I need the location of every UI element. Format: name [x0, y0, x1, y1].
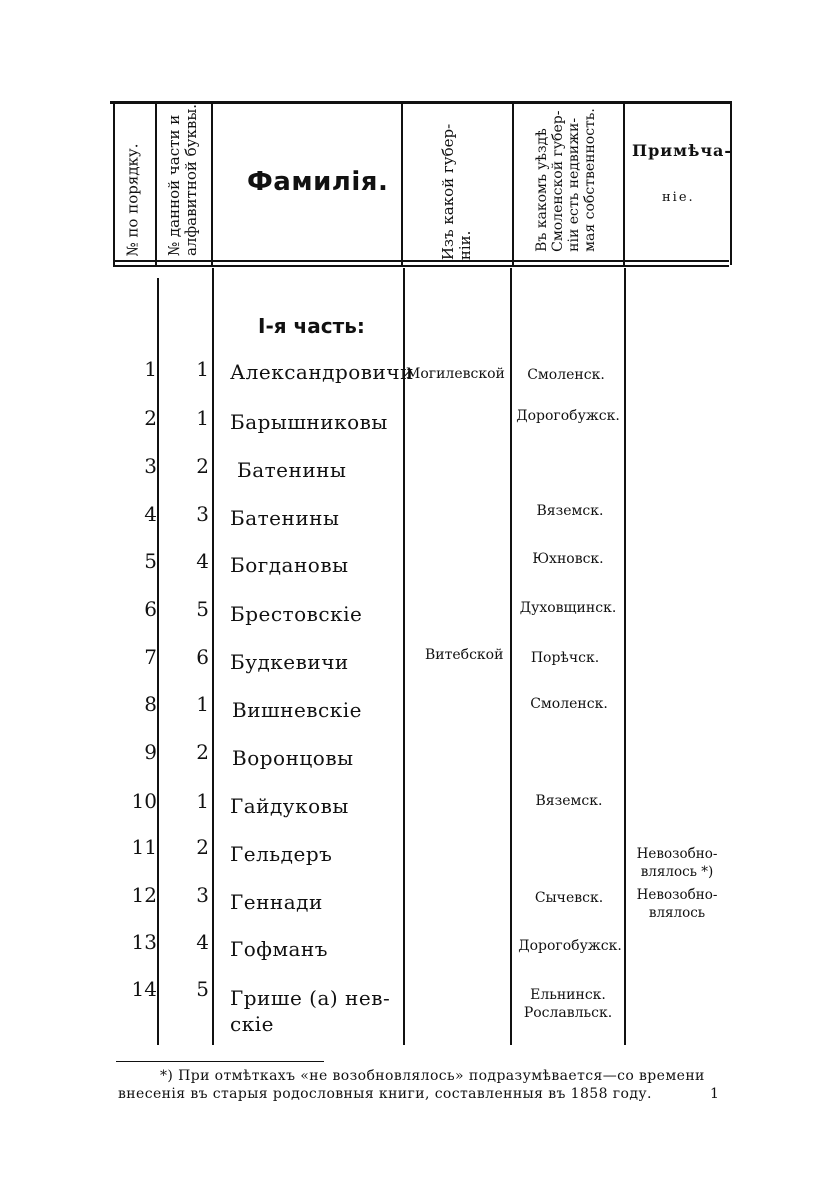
header-part-number: № данной части и алфавитной буквы. — [165, 103, 200, 257]
col-divider — [730, 103, 732, 265]
header-order-number: № по порядку. — [123, 143, 142, 257]
row-surname: Батенины — [230, 506, 340, 530]
row-surname: Батенины — [237, 458, 347, 482]
row-surname: Грише (а) нев- скіе — [230, 986, 391, 1036]
header-uezd: Въ какомъ уѣздѣ Смоленской губер- ніи есть недвижи- мая собственность. — [534, 108, 598, 252]
top-rule — [110, 101, 732, 104]
col-divider — [512, 103, 514, 265]
col-divider — [155, 103, 157, 265]
row-number: 14 — [131, 977, 157, 1001]
row-part-number: 2 — [196, 454, 209, 478]
row-part-number: 6 — [196, 645, 209, 669]
row-part-number: 2 — [196, 835, 209, 859]
row-uezd: Смоленск. — [530, 696, 608, 712]
row-part-number: 4 — [196, 930, 209, 954]
row-surname: Александровичи — [230, 360, 414, 384]
row-number: 12 — [131, 883, 157, 907]
page-number: 1 — [710, 1086, 720, 1102]
row-surname: Геннади — [230, 890, 323, 914]
row-part-number: 1 — [196, 357, 209, 381]
header-note-line2: ніе. — [662, 190, 695, 205]
footnote-line-2: внесенія въ старыя родословныя книги, составленныя въ 1858 году. — [118, 1086, 652, 1102]
row-uezd: Вяземск. — [536, 503, 604, 519]
row-part-number: 1 — [196, 692, 209, 716]
header-note-line1: Примѣча- — [632, 141, 733, 160]
row-surname: Брестовскіе — [230, 602, 363, 626]
row-part-number: 4 — [196, 549, 209, 573]
col-divider — [401, 103, 403, 265]
row-part-number: 5 — [196, 597, 209, 621]
row-number: 10 — [131, 789, 157, 813]
row-part-number: 1 — [196, 789, 209, 813]
row-uezd: Духовщинск. — [519, 600, 617, 616]
row-number: 7 — [144, 645, 157, 669]
row-uezd: Юхновск. — [532, 551, 604, 567]
row-uezd: Дорогобужск. — [516, 408, 620, 424]
footnote-line-1: *) При отмѣткахъ «не возобновлялось» подразумѣвается—со времени — [160, 1068, 705, 1084]
row-number: 1 — [144, 357, 157, 381]
row-number: 4 — [144, 502, 157, 526]
col-divider — [212, 268, 214, 1045]
col-divider — [113, 103, 115, 265]
row-number: 8 — [144, 692, 157, 716]
footnote-rule — [116, 1061, 324, 1062]
row-gubernia: Витебской — [425, 647, 504, 663]
row-number: 5 — [144, 549, 157, 573]
row-surname: Богдановы — [230, 553, 349, 577]
row-uezd: Дорогобужск. — [518, 938, 622, 954]
col-divider — [211, 103, 213, 265]
row-part-number: 1 — [196, 406, 209, 430]
row-number: 11 — [131, 835, 157, 859]
row-number: 13 — [131, 930, 157, 954]
header-gubernia: Изъ какой губер- ніи. — [439, 123, 474, 261]
part-title: I-я часть: — [258, 314, 365, 338]
header-surname: Фамилія. — [247, 167, 389, 197]
row-surname: Гайдуковы — [230, 794, 349, 818]
row-note: Невозобно- влялось — [636, 887, 718, 921]
row-surname: Воронцовы — [232, 746, 354, 770]
row-uezd: Ельнинск. Рославльск. — [523, 987, 613, 1021]
col-divider — [624, 268, 626, 1045]
row-part-number: 3 — [196, 883, 209, 907]
row-uezd: Порѣчск. — [530, 650, 600, 666]
row-number: 9 — [144, 740, 157, 764]
col-divider — [157, 278, 159, 1045]
row-surname: Вишневскіе — [232, 698, 362, 722]
row-number: 6 — [144, 597, 157, 621]
col-divider — [623, 103, 625, 265]
row-uezd: Сычевск. — [534, 890, 604, 906]
row-surname: Гофманъ — [230, 937, 328, 961]
row-uezd: Вяземск. — [535, 793, 603, 809]
row-part-number: 3 — [196, 502, 209, 526]
row-surname: Гельдеръ — [230, 842, 333, 866]
row-part-number: 5 — [196, 977, 209, 1001]
header-rule-2 — [113, 265, 729, 267]
col-divider — [403, 268, 405, 1045]
row-surname: Барышниковы — [230, 410, 388, 434]
row-surname: Будкевичи — [230, 650, 349, 674]
row-note: Невозобно- влялось *) — [636, 846, 718, 880]
row-gubernia: Могилевской — [406, 366, 505, 382]
row-number: 3 — [144, 454, 157, 478]
row-uezd: Смоленск. — [527, 367, 605, 383]
row-number: 2 — [144, 406, 157, 430]
header-rule-1 — [113, 260, 729, 262]
row-part-number: 2 — [196, 740, 209, 764]
